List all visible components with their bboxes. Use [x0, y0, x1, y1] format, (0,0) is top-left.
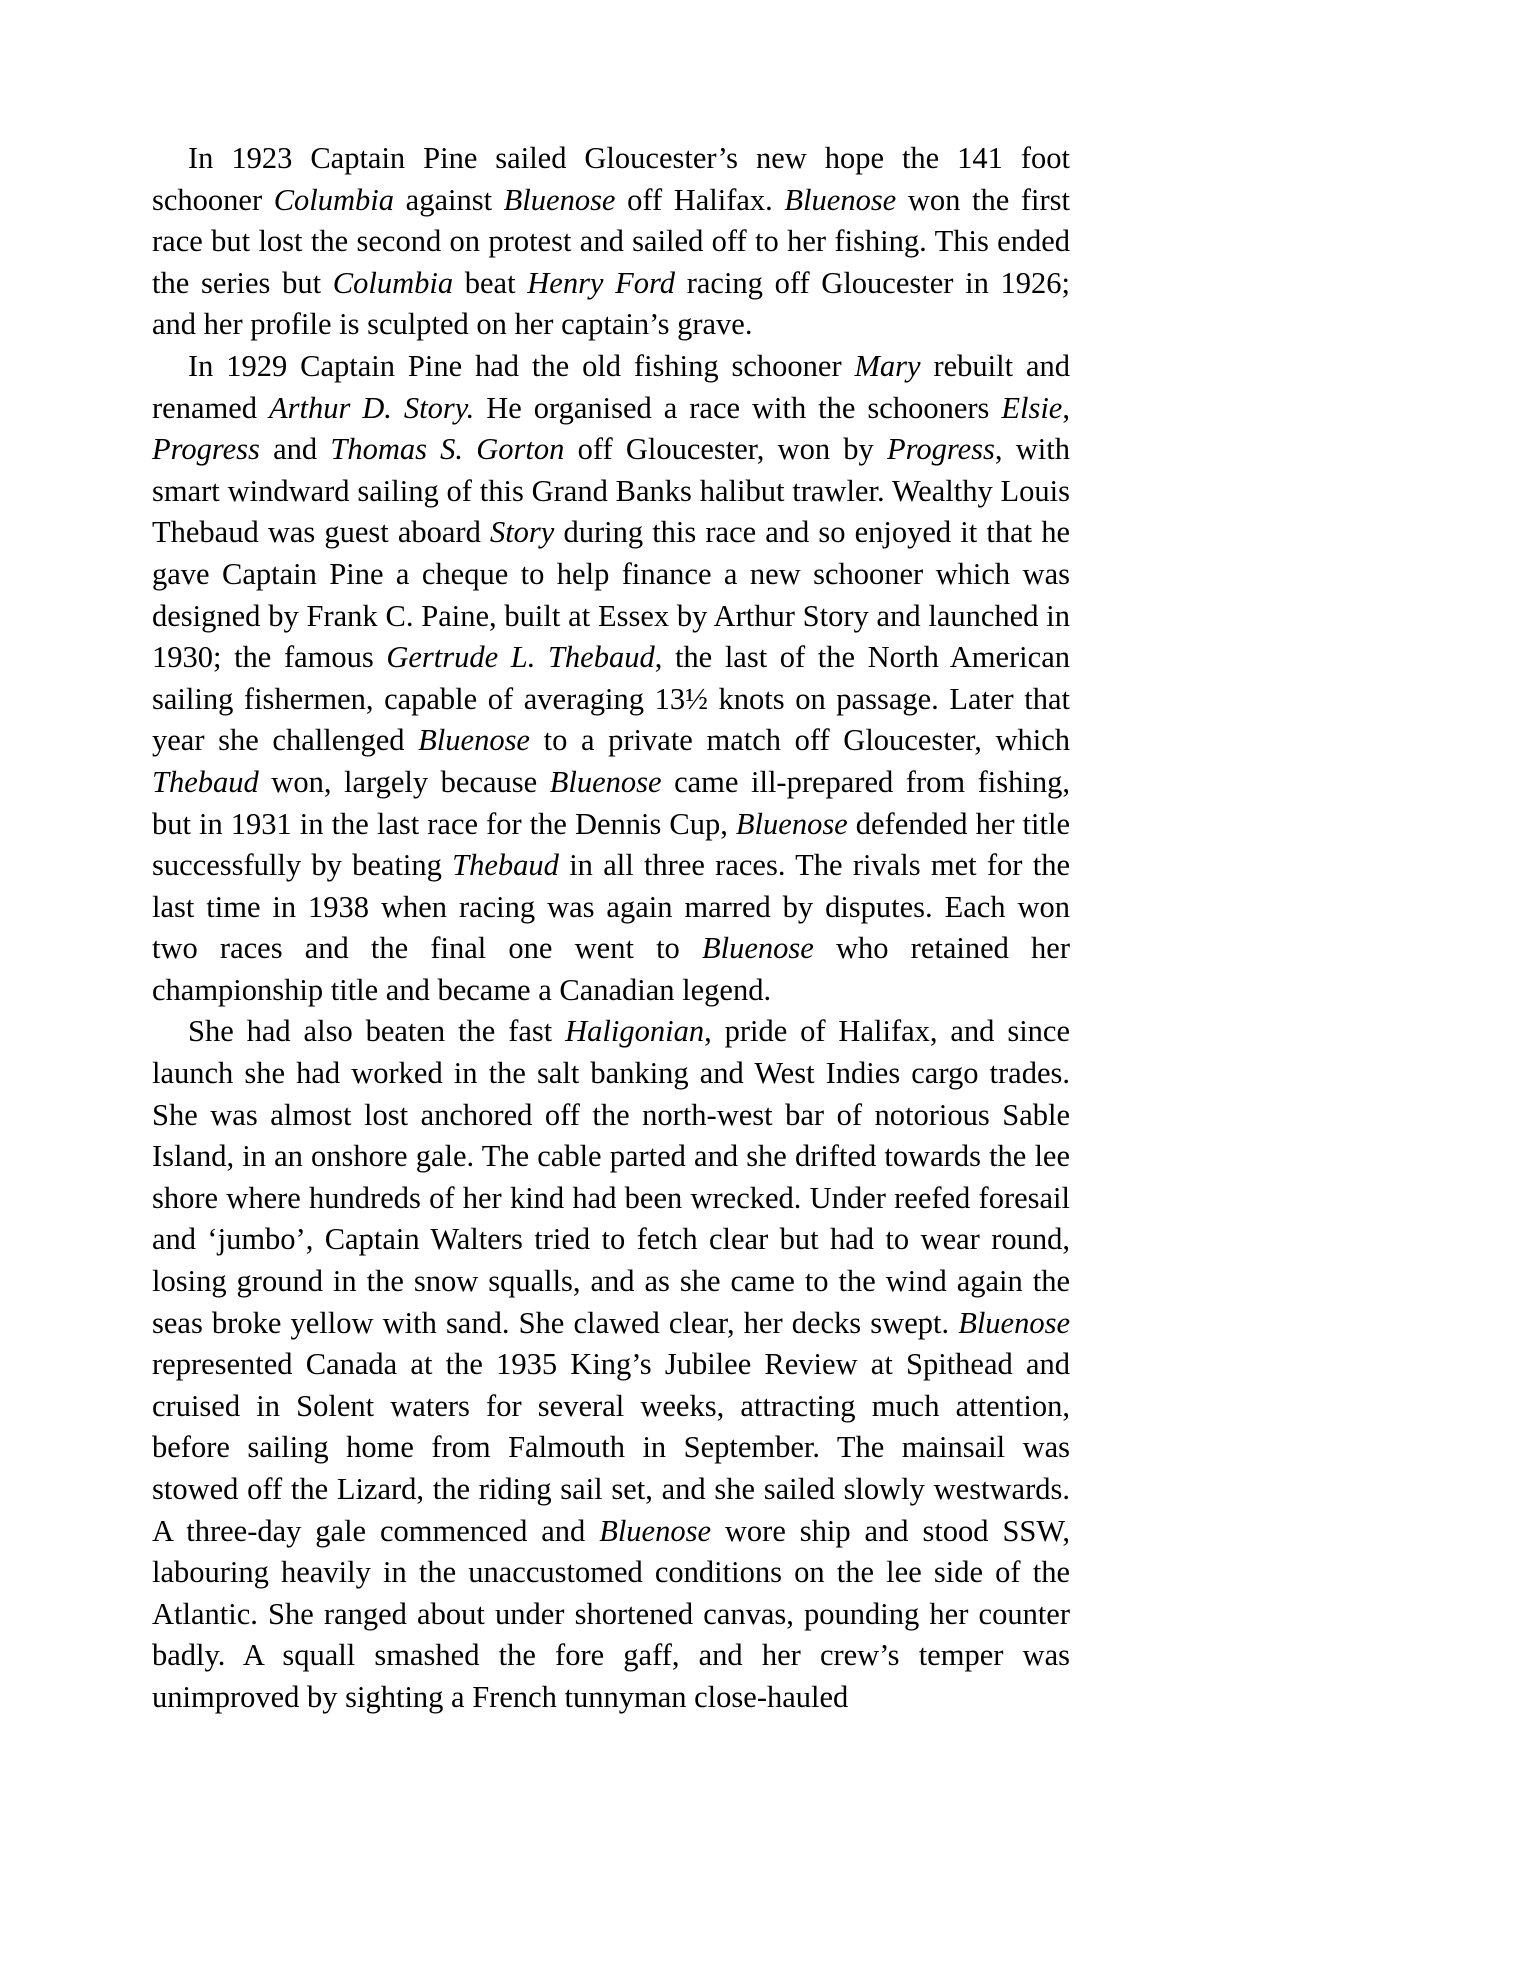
italic-title: Bluenose: [599, 1513, 711, 1548]
text-run: won, largely because: [258, 764, 550, 799]
italic-title: Elsie: [1001, 390, 1063, 425]
italic-title: Thomas S. Gorton: [330, 432, 565, 467]
italic-title: Haligonian: [565, 1014, 705, 1049]
text-run: , pride of Halifax, and since launch she had worked in the salt banking and West Indies cargo trades. She was almost lost anchored off the north-west bar of notorious Sable Island, in an onshore gale. The cable parted and she drifted towards the lee shore where hundreds of her kind had been wrecked. Under reefed foresail and ‘jumbo’, Captain Walters tried to fetch clear but had to wear round, losing ground in the snow squalls, and as she came to the wind again the seas broke yellow with sand. She clawed clear, her decks swept.: [152, 1014, 1070, 1340]
text-run: She had also beaten the fast: [188, 1014, 566, 1049]
italic-title: Columbia: [273, 182, 395, 217]
italic-title: Bluenose: [503, 182, 616, 217]
text-run: wore ship and stood SSW, labouring heavily in the unaccustomed conditions on the lee side of the Atlantic. She ranged about under shortened canvas, pounding her counter badly. A squall smashed the fore gaff, and her crew’s temper was unimproved by sighting a French tunnyman close-hauled: [152, 1513, 1070, 1714]
text-run: came ill-prepared from fishing, but in 1931 in the last race for the Dennis Cup,: [152, 764, 1070, 841]
italic-title: Arthur D. Story.: [268, 390, 475, 425]
italic-title: Bluenose: [701, 931, 814, 966]
italic-title: Thebaud: [452, 848, 559, 883]
italic-title: Progress: [152, 432, 260, 467]
text-run: rebuilt and renamed: [152, 348, 1071, 425]
italic-title: Mary: [854, 348, 921, 383]
italic-title: Gertrude L. Thebaud: [386, 640, 655, 675]
text-run: against: [394, 182, 504, 217]
paragraph-1: [152, 138, 1070, 346]
italic-title: Bluenose: [784, 182, 897, 217]
text-run: to a private match off Gloucester, which: [529, 723, 1070, 758]
text-run: He organised a race with the schooners: [474, 390, 1002, 425]
text-run: in all three races. The rivals met for the last time in 1938 when racing was again marred by disputes. Each won two races and the final one went to: [152, 848, 1070, 966]
italic-title: Progress: [887, 432, 995, 467]
text-run: during this race and so enjoyed it that he gave Captain Pine a cheque to help finance a new schooner which was designed by Frank C. Paine, built at Essex by Arthur Story and launched in 1930; the famous: [152, 515, 1070, 675]
text-run: In 1923 Captain Pine sailed Gloucester’s new hope the 141 foot schooner: [152, 141, 1070, 217]
text-run: , the last of the North American sailing fishermen, capable of averaging 13½ knots on passage. Later that year she challenged: [152, 640, 1070, 758]
text-run: and: [259, 432, 331, 467]
italic-title: Columbia: [332, 265, 454, 300]
body-text-column: [152, 138, 1070, 1719]
text-run: off Halifax.: [615, 182, 785, 217]
text-run: , with smart windward sailing of this Grand Banks halibut trawler. Wealthy Louis Thebaud was guest aboard: [152, 432, 1070, 550]
italic-title: Thebaud: [152, 764, 259, 799]
text-run: defended her title successfully by beating: [152, 806, 1070, 883]
text-run: off Gloucester, won by: [564, 432, 888, 467]
text-run: beat: [453, 265, 528, 300]
text-run: who retained her championship title and became a Canadian legend.: [152, 931, 1070, 1007]
italic-title: Bluenose: [418, 723, 530, 758]
text-run: In 1929 Captain Pine had the old fishing schooner: [188, 348, 855, 383]
text-run: ,: [1062, 390, 1070, 425]
italic-title: Bluenose: [958, 1305, 1070, 1340]
italic-title: Bluenose: [549, 764, 662, 799]
italic-title: Story: [489, 515, 555, 550]
italic-title: Bluenose: [735, 806, 848, 841]
paragraph-2: [152, 346, 1070, 1012]
text-run: won the first race but lost the second on protest and sailed off to her fishing. This ended the series but: [152, 182, 1070, 300]
text-run: represented Canada at the 1935 King’s Jubilee Review at Spithead and cruised in Solent waters for several weeks, attracting much attention, before sailing home from Falmouth in September. The mainsail was stowed off the Lizard, the riding sail set, and she sailed slowly westwards. A three-day gale commenced and: [152, 1347, 1070, 1548]
paragraph-3: [152, 1011, 1070, 1718]
text-run: racing off Gloucester in 1926; and her profile is sculpted on her captain’s grave.: [152, 265, 1070, 342]
italic-title: Henry Ford: [527, 265, 676, 300]
